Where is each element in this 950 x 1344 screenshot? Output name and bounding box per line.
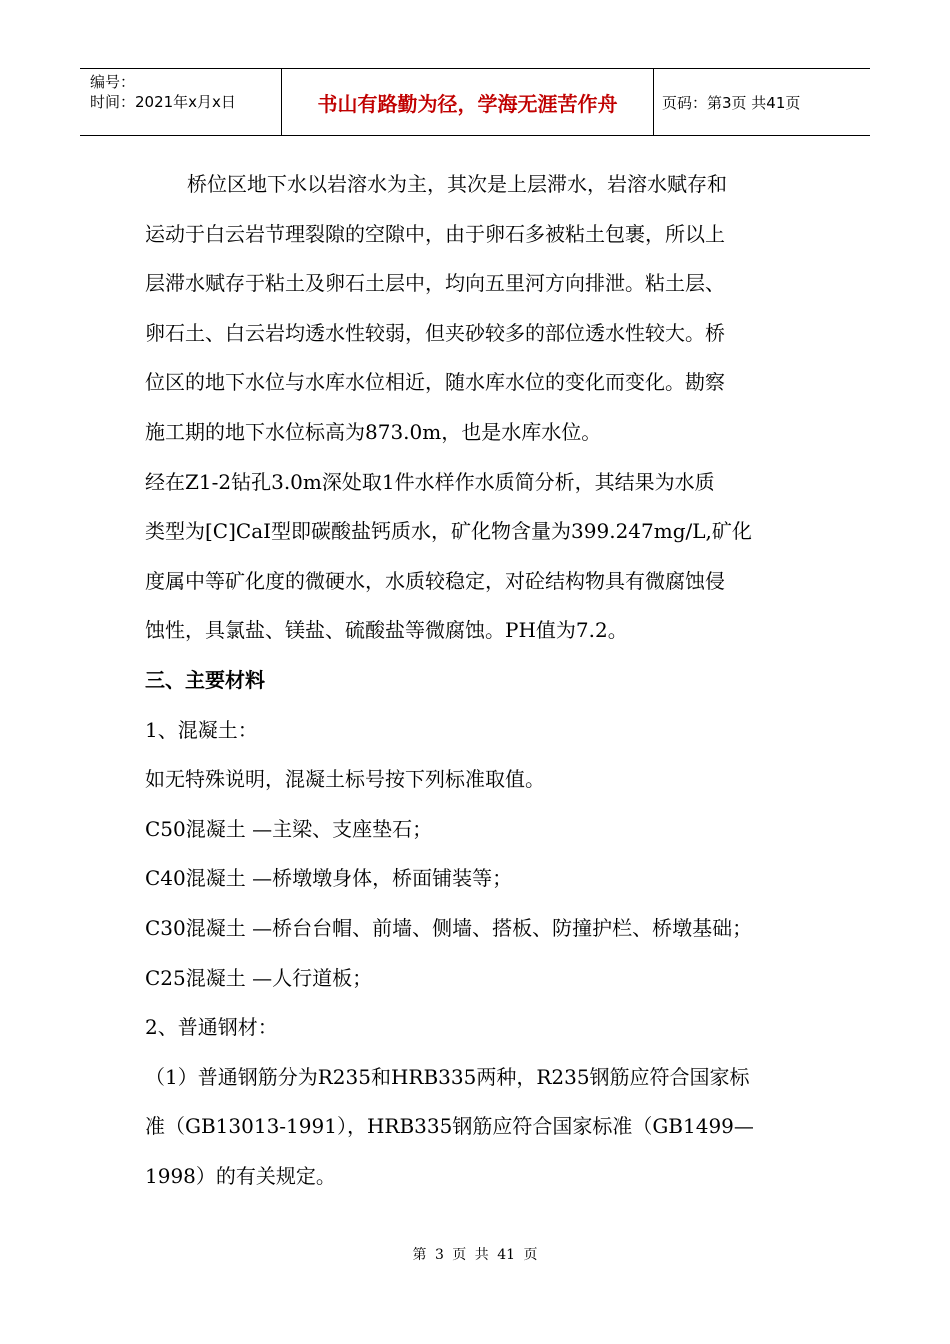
page-footer: 第 3 页 共 41 页 [412,1247,538,1263]
header-motto: 书山有路勤为径，学海无涯苦作舟 [282,69,654,135]
body-line: 位区的地下水位与水库水位相近，随水库水位的变化而变化。勘察 [145,370,725,395]
body-line: C40混凝土 —桥墩墩身体，桥面铺装等； [145,866,513,891]
body-line: 1998）的有关规定。 [145,1163,336,1188]
body-line: C50混凝土 —主梁、支座垫石； [145,816,433,841]
body-line: 2、普通钢材： [145,1015,278,1040]
header-page-info: 页码：第3页 共41页 [662,93,801,112]
body-line: （1）普通钢筋分为R235和HRB335两种，R235钢筋应符合国家标 [145,1064,750,1089]
body-line: 施工期的地下水位标高为873.0m，也是水库水位。 [145,419,602,444]
page-header [80,68,870,136]
body-line: 1、混凝土： [145,717,258,742]
body-line: 度属中等矿化度的微硬水，水质较稳定，对砼结构物具有微腐蚀侵 [145,568,725,593]
header-date: 时间：2021年x月x日 [90,93,236,111]
section-heading: 三、主要材料 [145,667,265,692]
body-line: 准（GB13013-1991），HRB335钢筋应符合国家标准（GB1499— [145,1114,754,1139]
body-line: 桥位区地下水以岩溶水为主，其次是上层滞水，岩溶水赋存和 [187,172,727,196]
body-line: 如无特殊说明，混凝土标号按下列标准取值。 [145,767,545,792]
body-line: C30混凝土 —桥台台帽、前墙、侧墙、搭板、防撞护栏、桥墩基础； [145,915,753,940]
header-number-label: 编号： [90,73,136,91]
body-line: 经在Z1-2钻孔3.0m深处取1件水样作水质简分析，其结果为水质 [145,469,715,494]
body-line: 类型为[C]CaI型即碳酸盐钙质水，矿化物含量为399.247mg/L,矿化 [145,519,752,544]
header-meta [80,69,282,135]
body-line: C25混凝土 —人行道板； [145,965,373,990]
body-line: 运动于白云岩节理裂隙的空隙中，由于卵石多被粘土包裹，所以上 [145,221,725,246]
body-line: 蚀性，具氯盐、镁盐、硫酸盐等微腐蚀。PH值为7.2。 [145,618,628,643]
document-body [145,160,810,1201]
body-line: 层滞水赋存于粘土及卵石土层中，均向五里河方向排泄。粘土层、 [145,271,725,296]
body-line: 卵石土、白云岩均透水性较弱，但夹砂较多的部位透水性较大。桥 [145,320,725,345]
